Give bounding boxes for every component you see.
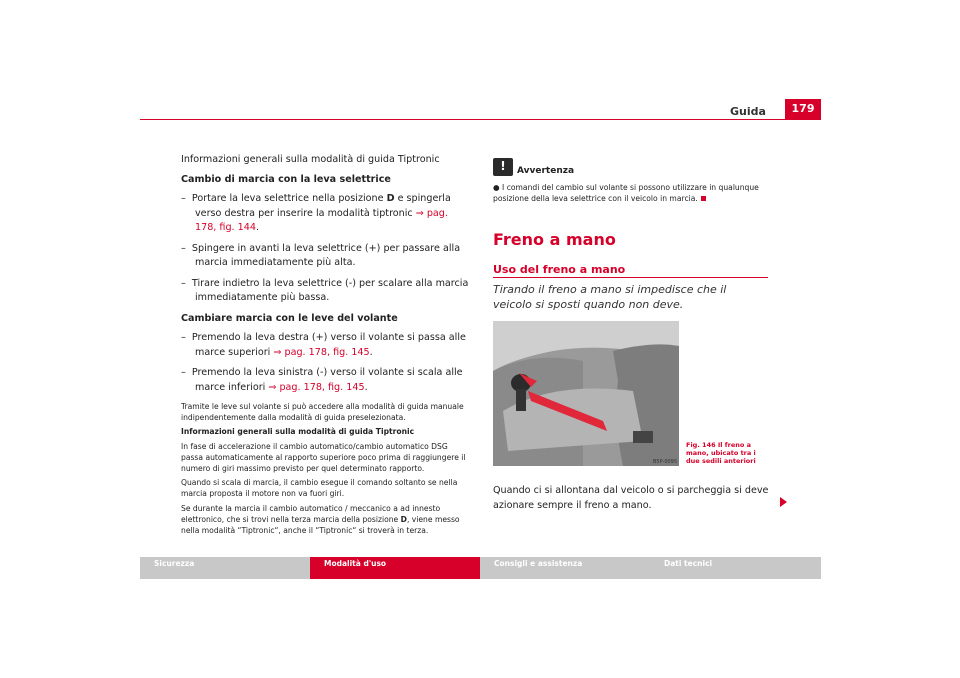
warning-icon [493, 158, 513, 176]
footer-tab-dati-tecnici[interactable]: Dati tecnici [650, 557, 821, 579]
list-item: – Spingere in avanti la leva selettrice (+) per passare alla marcia immediatamente più alta. [181, 242, 461, 268]
footer-tab-modalita-uso[interactable]: Modalità d'uso [310, 557, 480, 579]
list-item: – Premendo la leva destra (+) verso il volante si passa alle marce superiori ⇒ pag. 178, fig. 145. [181, 332, 466, 358]
handbrake-figure [493, 321, 679, 466]
note-text: In fase di accelerazione il cambio automatico/cambio automatico DSG passa automaticamente al rapporto superiore poco prima di raggiungere il numero di giri massimo previsto per quel determinato rapporto. [181, 441, 466, 474]
end-marker-icon [701, 196, 706, 201]
note-heading: Informazioni generali sulla modalità di guida Tiptronic [181, 427, 415, 437]
footer-tab-sicurezza[interactable]: Sicurezza [140, 557, 310, 579]
header-divider [140, 119, 821, 120]
body-text: Quando ci si allontana dal veicolo o si parcheggia si deve azionare sempre il freno a mano. [493, 485, 769, 511]
page-reference-link[interactable]: ⇒ pag. 178, fig. 145 [273, 346, 370, 358]
figure-code: B5P-0095 [653, 459, 678, 465]
subsection-title: Uso del freno a mano [493, 263, 626, 276]
list-item: – Premendo la leva sinistra (-) verso il volante si scala alle marce inferiori ⇒ pag. 178, fig. 145. [181, 367, 463, 393]
heading-selector-lever: Cambio di marcia con la leva selettrice [181, 173, 391, 185]
warning-text: ● I comandi del cambio sul volante si possono utilizzare in qualunque posizione della leva selettrice con il veicolo in marcia. [493, 183, 759, 204]
subsection-divider [493, 277, 768, 278]
note-text: Quando si scala di marcia, il cambio esegue il comando soltanto se nella marcia proposta il motore non va fuori giri. [181, 478, 458, 499]
list-item: – Tirare indietro la leva selettrice (-) per scalare alla marcia immediatamente più bassa. [181, 277, 469, 303]
section-title: Freno a mano [493, 230, 616, 249]
intro-text: Informazioni generali sulla modalità di guida Tiptronic [181, 154, 440, 165]
page-number: 179 [785, 99, 821, 119]
left-column [181, 153, 471, 539]
warning-title: Avvertenza [517, 166, 575, 176]
page-reference-link[interactable]: ⇒ pag. 178, fig. 145 [268, 381, 365, 393]
footer-tab-consigli[interactable]: Consigli e assistenza [480, 557, 650, 579]
note-text: Tramite le leve sul volante si può accedere alla modalità di guida manuale indipendentemente dalla modalità di guida preselezionata. [181, 402, 464, 423]
page-reference-link[interactable]: ⇒ pag. 178, fig. 144 [195, 207, 448, 233]
note-text: Se durante la marcia il cambio automatico / meccanico a ad innesto elettronico, che si trovi nella terza marcia della posizione D, viene messo nella modalità “Tiptronic“, anche il “Tiptronic“ si troverà in terza. [181, 503, 460, 536]
figure-caption: Fig. 146 Il freno a mano, ubicato tra i due sedili anteriori [686, 441, 756, 465]
lead-text: Tirando il freno a mano si impedisce che il veicolo si sposti quando non deve. [493, 283, 727, 311]
heading-steering-levers: Cambiare marcia con le leve del volante [181, 312, 398, 324]
page-header-title: Guida [730, 105, 766, 118]
continue-arrow-icon[interactable] [780, 497, 787, 507]
list-item: – Portare la leva selettrice nella posizione D e spingerla verso destra per inserire la modalità tiptronic ⇒ pag. 178, fig. 144. [181, 193, 451, 233]
handbrake-illustration [493, 321, 679, 466]
warning-box [493, 158, 773, 218]
